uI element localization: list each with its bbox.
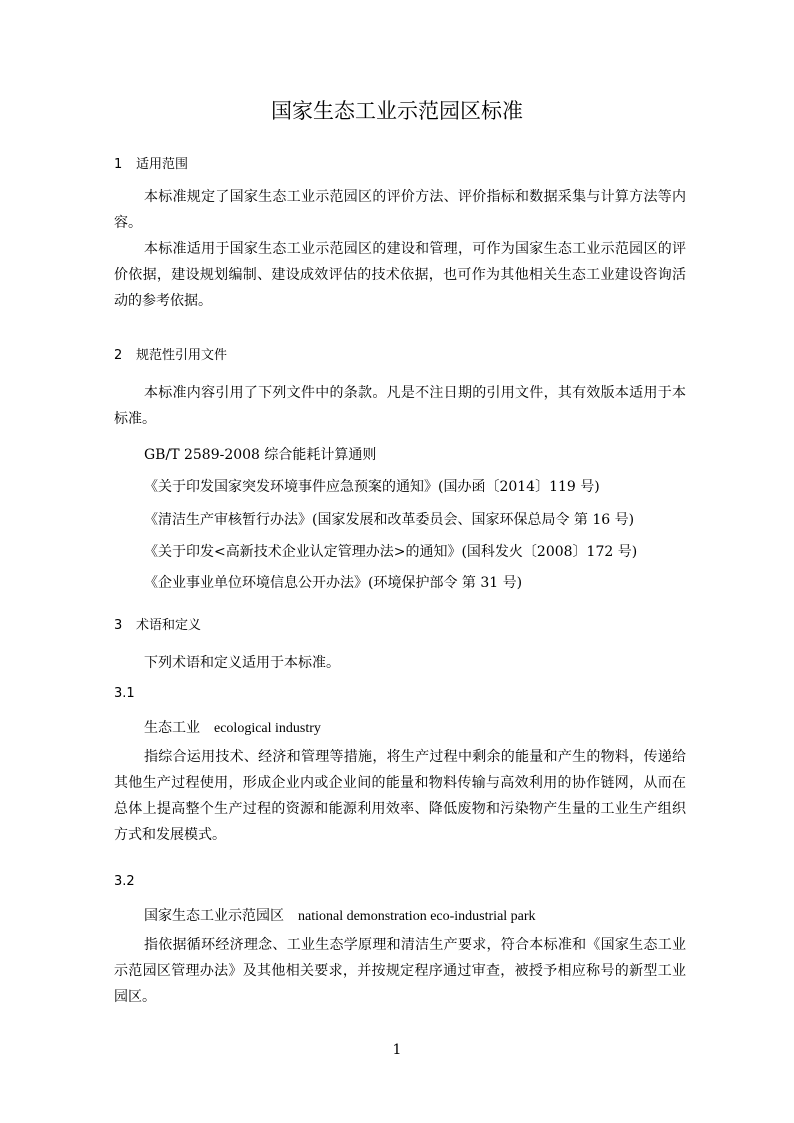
reference-item: 《关于印发国家突发环境事件应急预案的通知》(国办函〔2014〕119 号) xyxy=(144,479,600,495)
section-title: 适用范围 xyxy=(136,157,189,172)
paragraph: 本标准适用于国家生态工业示范园区的建设和管理，可作为国家生态工业示范园区的评价依据，建设规划编制、建设成效评估的技术依据，也可作为其他相关生态工业建设咨询活动的参考依据。 xyxy=(114,241,686,309)
section-number: 3 xyxy=(114,618,123,633)
reference-item: 《关于印发<高新技术企业认定管理办法>的通知》(国科发火〔2008〕172 号) xyxy=(144,544,638,560)
paragraph: 本标准规定了国家生态工业示范园区的评价方法、评价指标和数据采集与计算方法等内容。 xyxy=(114,189,686,231)
section-title: 术语和定义 xyxy=(136,618,202,633)
paragraph: 下列术语和定义适用于本标准。 xyxy=(144,655,340,671)
page-title: 国家生态工业示范园区标准 xyxy=(271,99,523,123)
page-number: 1 xyxy=(392,1042,402,1058)
term-english: ecological industry xyxy=(214,721,321,736)
term-entry xyxy=(144,717,321,737)
section-number: 1 xyxy=(114,157,123,172)
reference-item: 《企业事业单位环境信息公开办法》(环境保护部令 第 31 号) xyxy=(144,575,523,591)
section-number: 2 xyxy=(114,348,123,363)
section-title: 规范性引用文件 xyxy=(136,348,228,363)
section-heading-3 xyxy=(114,614,201,633)
reference-item: 《清洁生产审核暂行办法》(国家发展和改革委员会、国家环保总局令 第 16 号) xyxy=(144,512,635,528)
term-number: 3.1 xyxy=(114,686,135,701)
term-english: national demonstration eco-industrial park xyxy=(298,909,536,924)
reference-item: GB/T 2589-2008 综合能耗计算通则 xyxy=(144,447,377,463)
term-entry xyxy=(144,905,536,925)
paragraph: 本标准内容引用了下列文件中的条款。凡是不注日期的引用文件，其有效版本适用于本标准。 xyxy=(114,385,686,427)
section-heading-1 xyxy=(114,153,188,172)
term-chinese: 国家生态工业示范园区 xyxy=(144,908,284,924)
term-number: 3.2 xyxy=(114,874,135,889)
section-heading-2 xyxy=(114,344,227,363)
term-chinese: 生态工业 xyxy=(144,720,200,736)
term-definition: 指依据循环经济理念、工业生态学原理和清洁生产要求，符合本标准和《国家生态工业示范园区管理办法》及其他相关要求，并按规定程序通过审查，被授予相应称号的新型工业园区。 xyxy=(114,937,686,1005)
term-definition: 指综合运用技术、经济和管理等措施，将生产过程中剩余的能量和产生的物料，传递给其他生产过程使用，形成企业内或企业间的能量和物料传输与高效利用的协作链网，从而在总体上提高整个生产过程的资源和能源利用效率、降低废物和污染物产生量的工业生产组织方式和发展模式。 xyxy=(114,749,686,843)
